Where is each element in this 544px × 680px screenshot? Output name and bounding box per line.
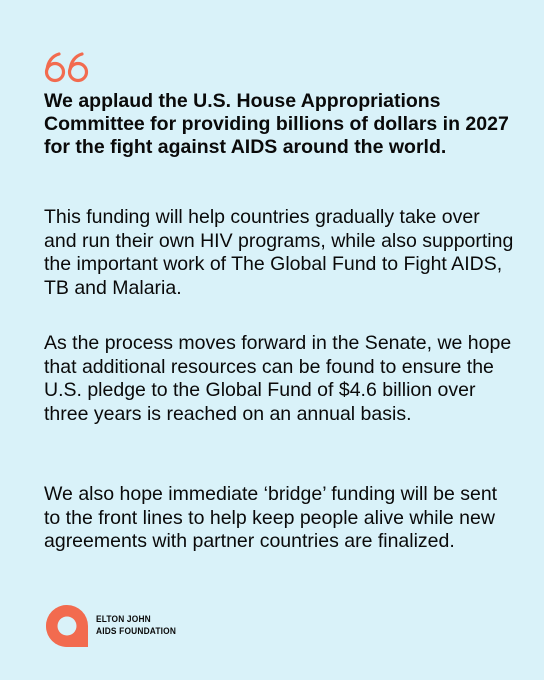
foundation-logo-icon: [44, 603, 90, 649]
quote-open-icon: [44, 52, 90, 84]
logo-text-line-2: AIDS FOUNDATION: [96, 626, 177, 637]
logo-text-line-1: ELTON JOHN: [96, 614, 151, 625]
paragraph-senate: As the process moves forward in the Senate, we hope that additional resources can be found to ensure the U.S. pledge to the Global Fund of $4.6 billion over three years is reached on an annual basis.: [44, 332, 512, 425]
paragraph-bridge-funding: We also hope immediate ‘bridge’ funding will be sent to the front lines to help keep people alive while new agreements with partner countries are finalized.: [44, 483, 498, 553]
headline: We applaud the U.S. House Appropriations Committee for providing billions of dollars in 2027 for the fight against AIDS around the world.: [44, 90, 509, 158]
foundation-logo: [44, 603, 187, 649]
paragraph-funding: This funding will help countries gradually take over and run their own HIV programs, while also supporting the important work of The Global Fund to Fight AIDS, TB and Malaria.: [44, 206, 514, 299]
